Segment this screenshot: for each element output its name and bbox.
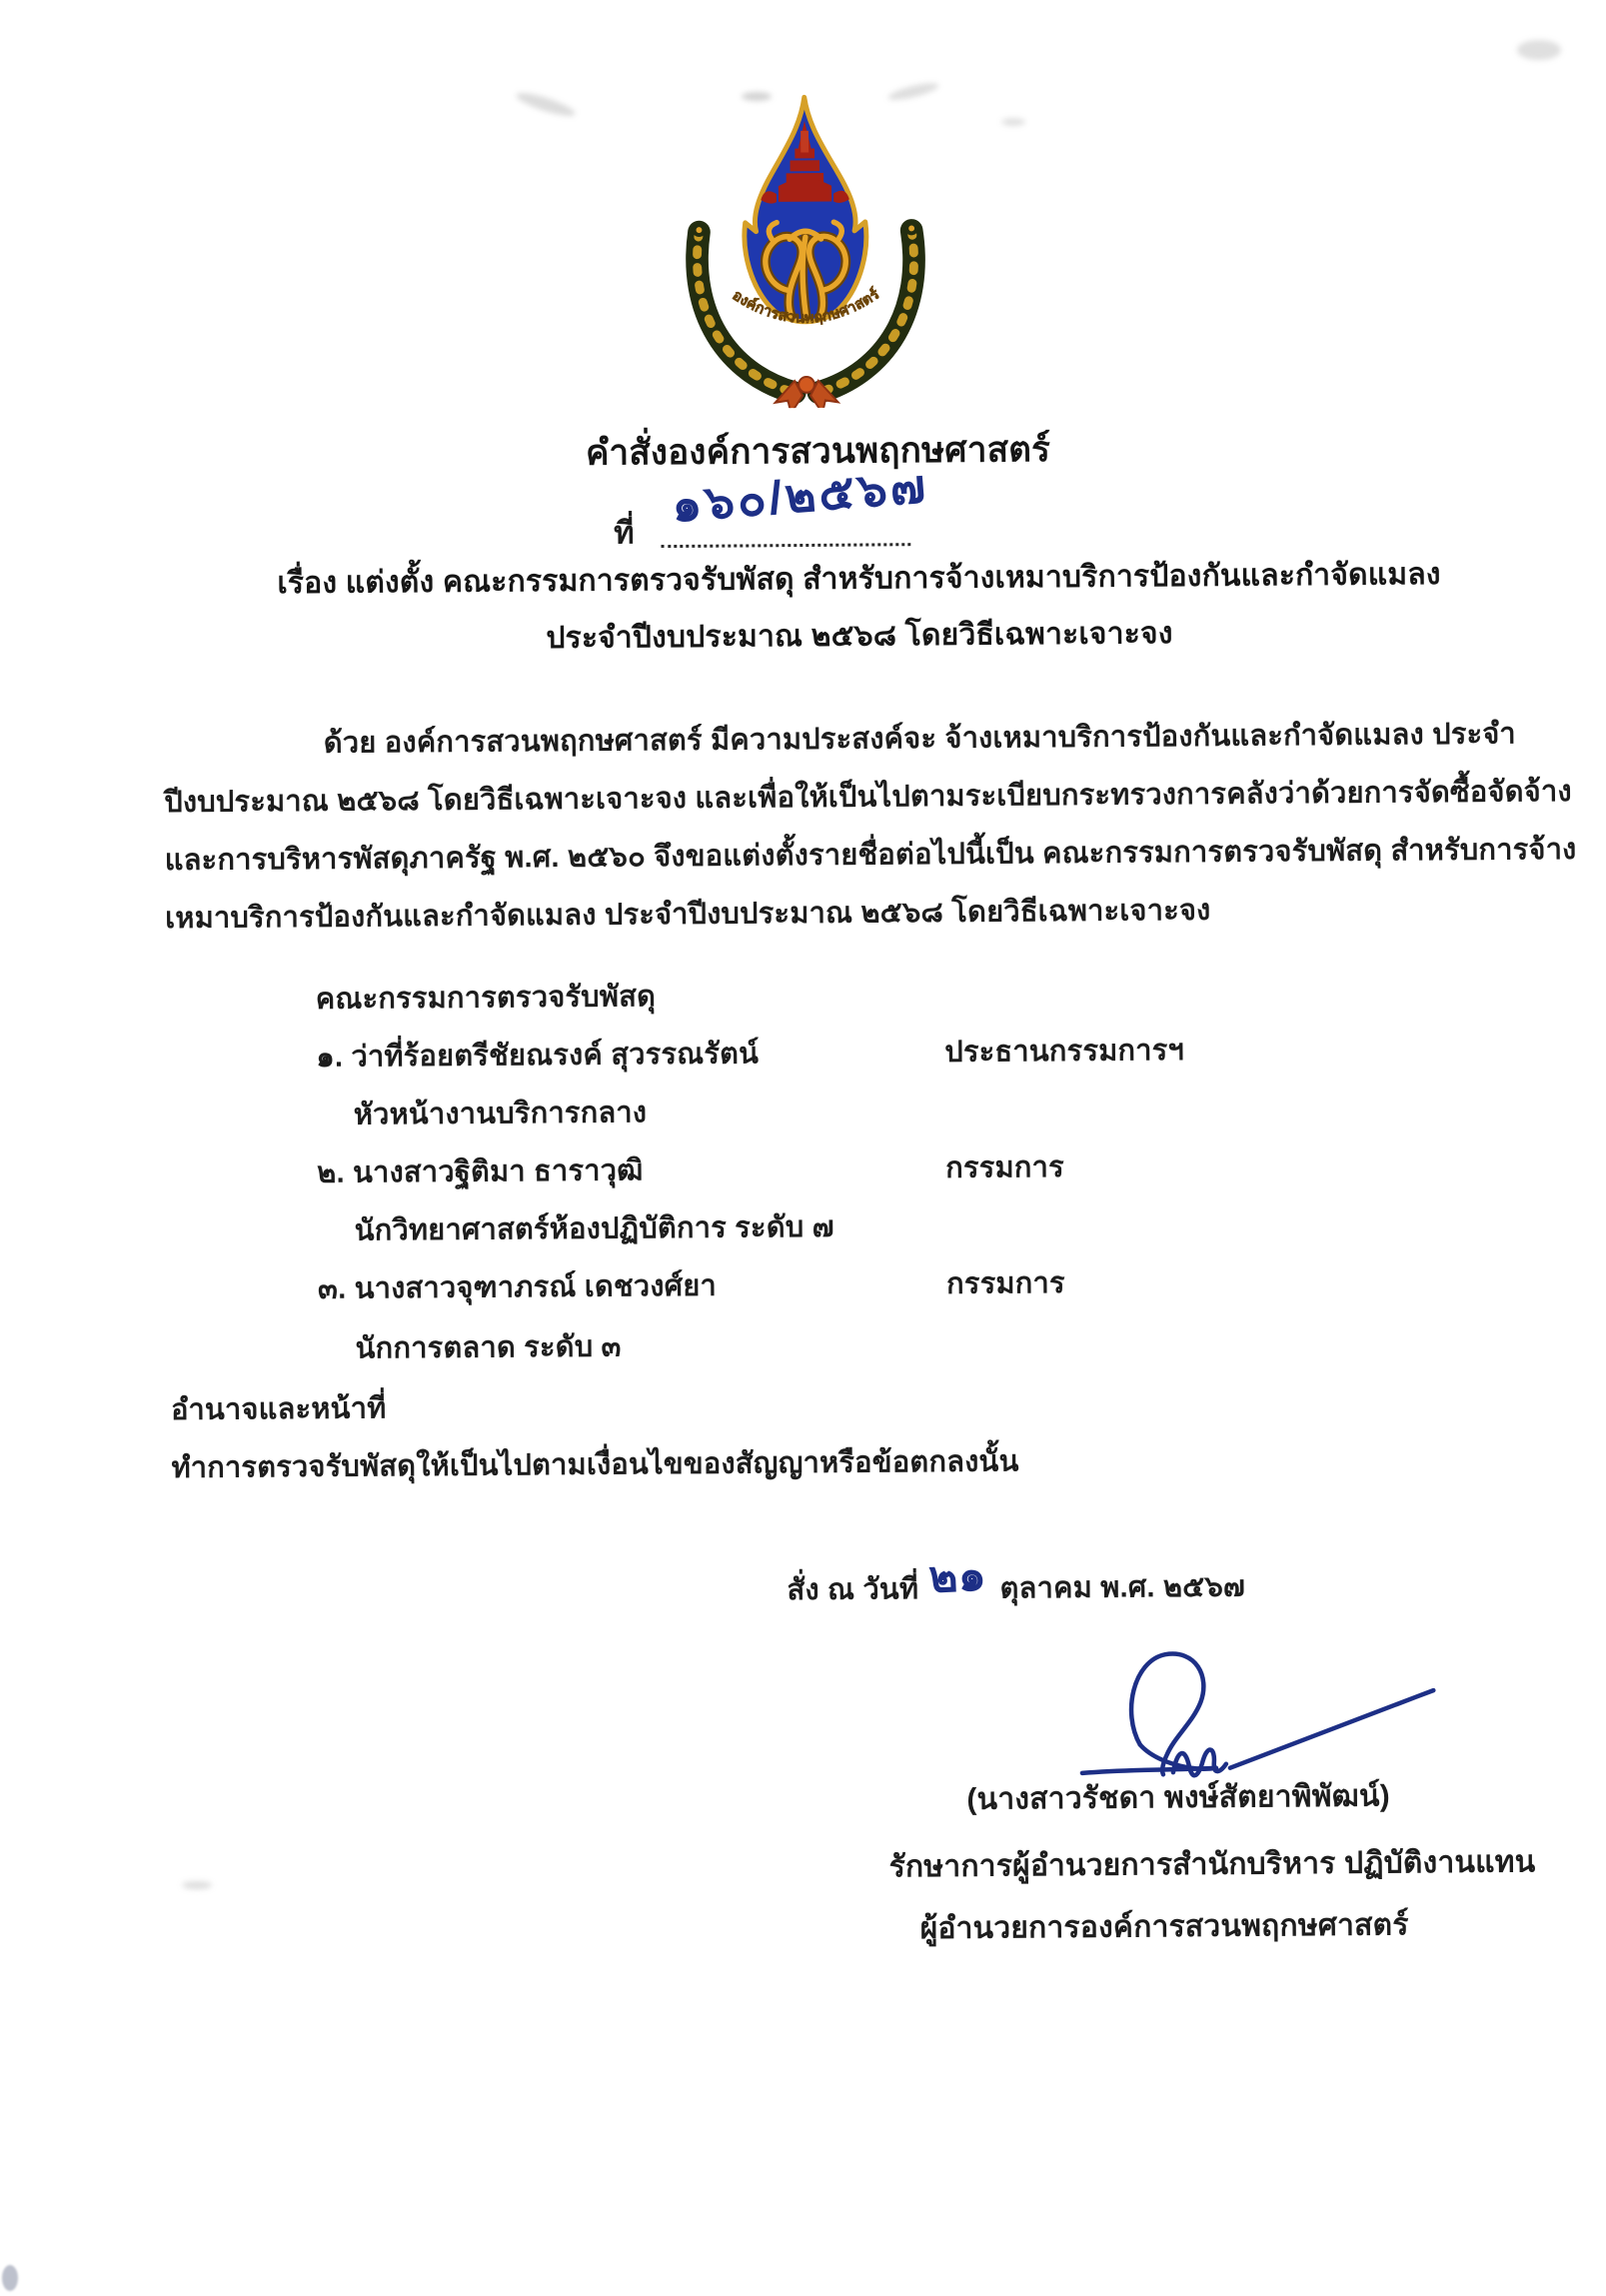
date-prefix: สั่ง ณ วันที่ [787,1573,919,1607]
date-suffix: ตุลาคม พ.ศ. ๒๕๖๗ [999,1570,1246,1605]
committee-heading: คณะกรรมการตรวจรับพัสดุ [315,981,657,1016]
order-date-line [787,1546,1245,1620]
organization-emblem [677,89,934,409]
signer-title-2: ผู้อำนวยการองค์การสวนพฤกษศาสตร์ [919,1908,1409,1946]
body-line-4: เหมาบริการป้องกันและกำจัดแมลง ประจำปีงบประมาณ ๒๕๖๘ โดยวิธีเฉพาะเจาะจง [165,894,1211,936]
committee-member-role: กรรมการ [945,1266,1065,1300]
body-line-2: ปีงบประมาณ ๒๕๖๘ โดยวิธีเฉพาะเจาะจง และเพื่อให้เป็นไปตามระเบียบกระทรวงการคลังว่าด้วยการจัดซื้อจัดจ้าง [164,775,1572,820]
duty-heading: อำนาจและหน้าที่ [170,1392,387,1427]
date-day-handwritten: ๒๑ [927,1550,987,1603]
committee-member-name: ๑. ว่าที่ร้อยตรีชัยณรงค์ สุวรรณรัตน์ [316,1038,760,1074]
signer-name: (นางสาวรัชดา พงษ์สัตยาพิพัฒน์) [966,1779,1391,1816]
committee-member-role: ประธานกรรมการฯ [944,1035,1185,1069]
body-line-1: ด้วย องค์การสวนพฤกษศาสตร์ มีความประสงค์จะ จ้างเหมาบริการป้องกันและกำจัดแมลง ประจำ [323,718,1516,760]
subject-line-2: ประจำปีงบประมาณ ๒๕๖๘ โดยวิธีเฉพาะเจาะจง [546,617,1173,656]
committee-member-position: หัวหน้างานบริการกลาง [353,1097,648,1132]
committee-member-position: นักวิทยาศาสตร์ห้องปฏิบัติการ ระดับ ๗ [354,1210,834,1247]
scan-smudge [2,2265,18,2291]
committee-member-role: กรรมการ [945,1150,1064,1184]
subject-line-1: เรื่อง แต่งตั้ง คณะกรรมการตรวจรับพัสดุ สำหรับการจ้างเหมาบริการป้องกันและกำจัดแมลง [277,558,1441,601]
committee-member-name: ๓. นางสาวจุฑาภรณ์ เดชวงศ์ยา [317,1269,718,1305]
committee-member-position: นักการตลาด ระดับ ๓ [355,1330,622,1365]
committee-member-name: ๒. นางสาวฐิติมา ธาราวุฒิ [317,1154,644,1189]
order-number-handwritten: ๑๖๐/๒๕๖๗ [670,459,930,532]
order-number-prefix: ที่ [614,515,635,551]
document-title: คำสั่งองค์การสวนพฤกษศาสตร์ [585,430,1051,473]
duty-text: ทำการตรวจรับพัสดุให้เป็นไปตามเงื่อนไขของสัญญาหรือข้อตกลงนั้น [171,1445,1019,1485]
signer-title-1: รักษาการผู้อำนวยการสำนักบริหาร ปฏิบัติงานแทน [888,1845,1536,1884]
body-line-3: และการบริหารพัสดุภาครัฐ พ.ศ. ๒๕๖๐ จึงขอแต่งตั้งรายชื่อต่อไปนี้เป็น คณะกรรมการตรวจรับพัสดุ สำหรับการจ้าง [164,833,1577,878]
emblem-banner-text: องค์การสวนพฤกษศาสตร์ [729,286,883,327]
